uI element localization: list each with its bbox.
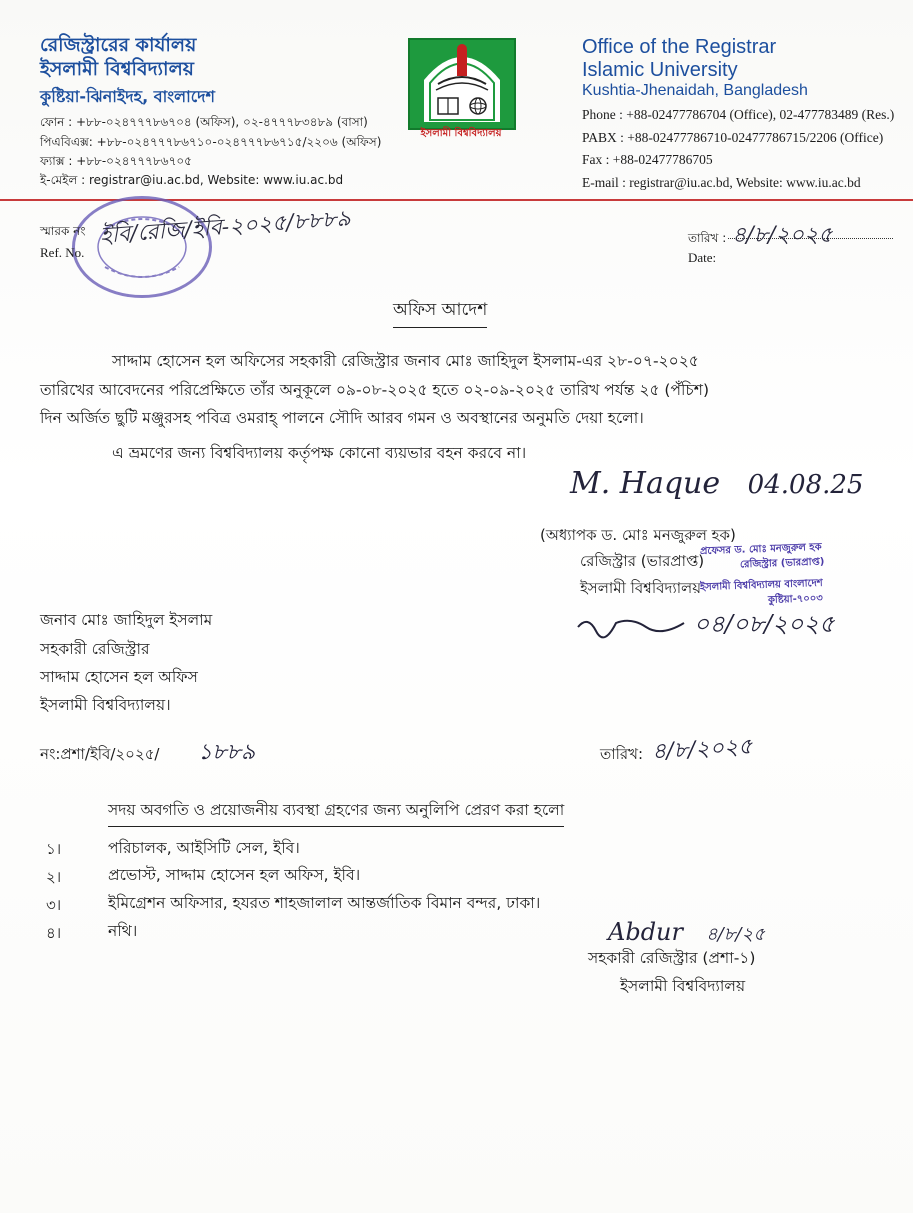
- registrar-organization: ইসলামী বিশ্ববিদ্যালয়: [580, 579, 702, 597]
- recipient-line: সাদ্দাম হোসেন হল অফিস: [40, 668, 198, 686]
- initials-scribble-icon: [576, 613, 686, 639]
- memo-number-handwritten: ১৮৮৯: [198, 740, 256, 765]
- memo-date-label: তারিখ:: [600, 745, 644, 763]
- registrar-signature: [570, 466, 863, 501]
- distribution-title: সদয় অবগতি ও প্রয়োজনীয় ব্যবস্থা গ্রহণের জন্য অনুলিপি প্রেরণ করা হলো: [108, 798, 564, 827]
- registrar-stamp-line: রেজিস্ট্রার (ভারপ্রাপ্ত): [739, 556, 825, 571]
- memo-number-label: নং:প্রশা/ইবি/২০২৫/: [40, 745, 160, 763]
- reference-number-handwritten: ইবি/রেজি/ইবি-২০২৫/৮৮৮৯: [99, 206, 352, 249]
- assistant-registrar-signature-date: ৪/৮/২৫: [706, 924, 765, 945]
- distribution-item-text: পরিচালক, আইসিটি সেল, ইবি।: [108, 839, 300, 857]
- initials-signature: [576, 606, 835, 646]
- header-en-pabx: PABX : +88-02477786710-02477786715/2206 (Office): [582, 130, 884, 145]
- distribution-item-number: ৪।: [46, 924, 62, 942]
- initials-date: ০৪/০৮/২০২৫: [693, 610, 835, 638]
- header-bn-office: রেজিস্ট্রারের কার্যালয়: [40, 34, 197, 56]
- registrar-name: (অধ্যাপক ড. মোঃ মনজুরুল হক): [540, 526, 736, 544]
- recipient-line: ইসলামী বিশ্ববিদ্যালয়।: [40, 696, 171, 714]
- header-en-email: E-mail : registrar@iu.ac.bd, Website: www.iu.ac.bd: [582, 175, 861, 190]
- header-bn-location: কুষ্টিয়া-ঝিনাইদহ, বাংলাদেশ: [40, 87, 216, 106]
- date-label-bn: তারিখ :: [688, 231, 727, 245]
- logo-label: ইসলামী বিশ্ববিদ্যালয়: [420, 128, 502, 139]
- order-paragraph-line: দিন অর্জিত ছুটি মঞ্জুরসহ পবিত্র ওমরাহ্ পালনে সৌদি আরব গমন ও অবস্থানের অনুমতি দেয়া হলো।: [40, 409, 644, 427]
- header-bn-fax: ফ্যাক্স : +৮৮-০২৪৭৭৭৮৬৭০৫: [40, 154, 192, 168]
- reference-label-en: Ref. No.: [40, 245, 85, 260]
- distribution-item-text: নথি।: [108, 922, 138, 940]
- registrar-stamp-line: প্রফেসর ড. মোঃ মনজুরুল হক: [699, 541, 822, 558]
- registrar-stamp-line: ইসলামী বিশ্ববিদ্যালয় বাংলাদেশ: [699, 577, 823, 594]
- assistant-registrar-organization: ইসলামী বিশ্ববিদ্যালয়: [620, 977, 746, 995]
- recipient-line: সহকারী রেজিস্ট্রার: [40, 640, 150, 658]
- registrar-signature-date: 04.08.25: [747, 470, 864, 500]
- header-en-office: Office of the Registrar: [582, 36, 777, 58]
- header-en-location: Kushtia-Jhenaidah, Bangladesh: [582, 82, 808, 99]
- assistant-registrar-designation: সহকারী রেজিস্ট্রার (প্রশা-১): [588, 949, 756, 967]
- assistant-registrar-signature: Abdur: [608, 918, 683, 946]
- memo-date-handwritten: ৪/৮/২০২৫: [651, 734, 754, 765]
- order-note: এ ভ্রমণের জন্য বিশ্ববিদ্যালয় কর্তৃপক্ষ কোনো ব্যয়ভার বহন করবে না।: [112, 444, 527, 462]
- distribution-item-number: ২।: [46, 868, 62, 886]
- date-label-en: Date:: [688, 250, 717, 265]
- distribution-item-number: ৩।: [46, 896, 62, 914]
- registrar-signature-text: M. Haque: [570, 466, 721, 501]
- reference-label-bn: স্মারক নং: [40, 224, 86, 238]
- header-bn-university: ইসলামী বিশ্ববিদ্যালয়: [40, 58, 194, 80]
- registrar-stamp-line: কুষ্টিয়া-৭০০৩: [767, 593, 823, 606]
- header-en-university: Islamic University: [582, 59, 738, 81]
- distribution-item-number: ১।: [46, 840, 62, 858]
- header-en-fax: Fax : +88-02477786705: [582, 152, 713, 167]
- order-paragraph-line: তারিখের আবেদনের পরিপ্রেক্ষিতে তাঁর অনুকূলে ০৯-০৮-২০২৫ হতে ০২-০৯-২০২৫ তারিখ পর্যন্ত ২৫ (পঁচিশ): [40, 381, 710, 399]
- date-handwritten: ৪/৮/২০২৫: [732, 223, 833, 248]
- header-bn-email: ই-মেইল : registrar@iu.ac.bd, Website: www.iu.ac.bd: [40, 173, 344, 187]
- university-logo: [408, 38, 516, 130]
- recipient-line: জনাব মোঃ জাহিদুল ইসলাম: [40, 611, 213, 629]
- logo-emblem-icon: [410, 40, 514, 128]
- distribution-item-text: ইমিগ্রেশন অফিসার, হযরত শাহজালাল আন্তর্জাতিক বিমান বন্দর, ঢাকা।: [108, 894, 541, 912]
- header-bn-phone: ফোন : +৮৮-০২৪৭৭৭৮৬৭০৪ (অফিস), ০২-৪৭৭৭৮৩৪৮৯ (বাসা): [40, 115, 368, 129]
- office-order-title: অফিস আদেশ: [393, 297, 487, 328]
- order-paragraph-line: সাদ্দাম হোসেন হল অফিসের সহকারী রেজিস্ট্রার জনাব মোঃ জাহিদুল ইসলাম-এর ২৮-০৭-২০২৫: [112, 352, 699, 370]
- registrar-designation: রেজিস্ট্রার (ভারপ্রাপ্ত): [580, 552, 705, 570]
- distribution-item-text: প্রভোস্ট, সাদ্দাম হোসেন হল অফিস, ইবি।: [108, 866, 361, 884]
- header-en-phone: Phone : +88-02477786704 (Office), 02-477783489 (Res.): [582, 107, 895, 122]
- header-bn-pabx: পিএবিএক্স: +৮৮-০২৪৭৭৭৮৬৭১০-০২৪৭৭৭৮৬৭১৫/২২০৬ (অফিস): [40, 135, 382, 149]
